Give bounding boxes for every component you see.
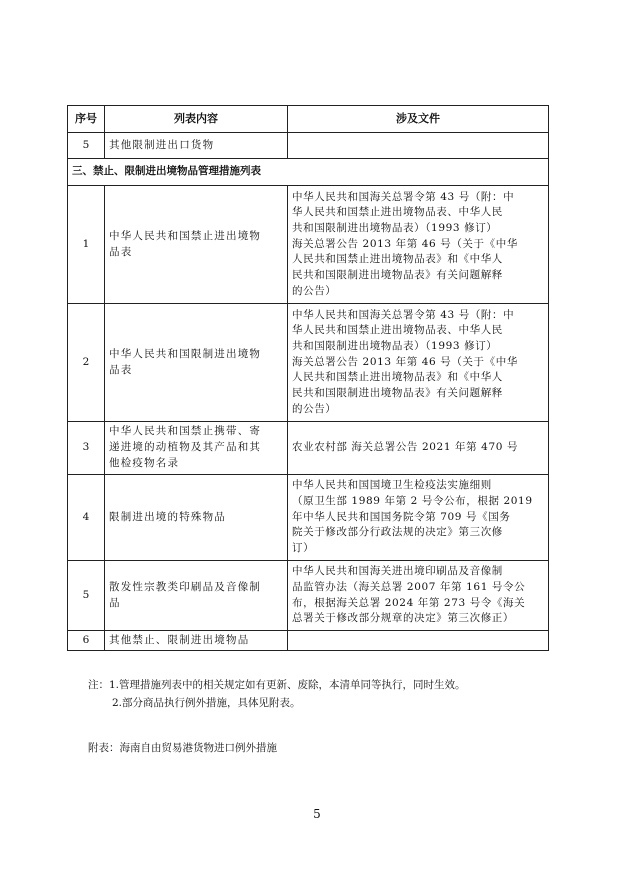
- content-line: 递进境的动植物及其产品和其: [109, 441, 262, 454]
- row-no: 5: [68, 133, 105, 159]
- file-line: 人民共和国禁止进出境物品表》和《中华人: [292, 253, 503, 266]
- file-line: 中华人民共和国海关总署令第 43 号（附：中: [292, 190, 515, 203]
- row-no: 3: [68, 422, 105, 475]
- file-line: 的公告）: [292, 402, 337, 415]
- row-no: 4: [68, 475, 105, 561]
- appendix-reference: 附表：海南自由贸易港货物进口例外措施: [88, 742, 277, 754]
- content-line: 中华人民共和国禁止携带、寄: [109, 425, 262, 438]
- file-line: 农业农村部 海关总署公告 2021 年第 470 号: [292, 441, 519, 454]
- table-row: [68, 561, 549, 631]
- header-files: 涉及文件: [288, 106, 549, 133]
- file-line: 的公告）: [292, 284, 337, 297]
- section-row: [68, 159, 549, 186]
- table-row: [68, 422, 549, 475]
- table-row: [68, 304, 549, 422]
- row-files: [288, 133, 549, 159]
- row-content: [105, 561, 288, 631]
- file-line: 总署关于修改部分规章的决定》第三次修正）: [292, 612, 514, 625]
- row-content: [105, 475, 288, 561]
- note-line-1: [88, 676, 466, 694]
- content-line: 品表: [109, 363, 133, 376]
- file-line: 中华人民共和国国境卫生检疫法实施细则: [292, 479, 492, 492]
- row-no: 6: [68, 631, 105, 651]
- row-content: [105, 186, 288, 304]
- table-header-row: [68, 106, 549, 133]
- content-line: 品: [109, 596, 121, 609]
- file-line: 院关于修改部分行政法规的决定》第三次修: [292, 526, 503, 539]
- file-line: 共和国限制进出境物品表）（1993 修订）: [292, 339, 498, 352]
- file-line: 民共和国限制进出境物品表》有关问题解释: [292, 269, 503, 282]
- file-line: 华人民共和国禁止进出境物品表、中华人民: [292, 206, 503, 219]
- row-content: [105, 631, 288, 651]
- note-text-1: 1.管理措施列表中的相关规定如有更新、废除，本清单同等执行，同时生效。: [109, 679, 466, 691]
- file-line: 华人民共和国禁止进出境物品表、中华人民: [292, 324, 503, 337]
- content-line: 其他禁止、限制进出境物品: [109, 633, 250, 646]
- row-no: 2: [68, 304, 105, 422]
- file-line: 共和国限制进出境物品表）（1993 修订）: [292, 221, 498, 234]
- file-line: 品监管办法（海关总署 2007 年第 161 号令公: [292, 580, 526, 593]
- file-line: 海关总署公告 2013 年第 46 号（关于《中华: [292, 237, 518, 250]
- row-files: [288, 304, 549, 422]
- content-line: 散发性宗教类印刷品及音像制: [109, 580, 262, 593]
- table-row: [68, 475, 549, 561]
- file-line: 布，根据海关总署 2024 年第 273 号令《海关: [292, 596, 526, 609]
- file-line: 中华人民共和国海关进出境印刷品及音像制: [292, 565, 503, 578]
- file-line: 中华人民共和国海关总署令第 43 号（附：中: [292, 308, 515, 321]
- table-row: [68, 631, 549, 651]
- content-line: 他检疫物名录: [109, 456, 180, 469]
- section-title: 三、禁止、限制进出境物品管理措施列表: [68, 159, 549, 186]
- table-row: [68, 133, 549, 159]
- file-line: 年中华人民共和国国务院令第 709 号《国务: [292, 510, 511, 523]
- notes: [88, 676, 466, 712]
- header-content: 列表内容: [105, 106, 288, 133]
- content-line: 中华人民共和国限制进出境物: [109, 347, 262, 360]
- content-line: 品表: [109, 245, 133, 258]
- header-no: 序号: [68, 106, 105, 133]
- file-line: 人民共和国禁止进出境物品表》和《中华人: [292, 371, 503, 384]
- file-line: 民共和国限制进出境物品表》有关问题解释: [292, 387, 503, 400]
- row-files: [288, 422, 549, 475]
- content-line: 中华人民共和国禁止进出境物: [109, 229, 262, 242]
- row-files: [288, 186, 549, 304]
- note-prefix: 注：: [88, 679, 109, 691]
- row-files: [288, 631, 549, 651]
- table-row: [68, 186, 549, 304]
- row-content: 其他限制进出口货物: [105, 133, 288, 159]
- content-line: 限制进出境的特殊物品: [109, 510, 226, 523]
- measures-table: [67, 105, 549, 651]
- file-line: （原卫生部 1989 年第 2 号令公布，根据 2019: [292, 494, 533, 507]
- row-files: [288, 561, 549, 631]
- note-line-2: 2.部分商品执行例外措施，具体见附表。: [112, 697, 301, 709]
- row-content: [105, 422, 288, 475]
- row-files: [288, 475, 549, 561]
- row-no: 5: [68, 561, 105, 631]
- row-content: [105, 304, 288, 422]
- row-no: 1: [68, 186, 105, 304]
- page-number: 5: [313, 807, 321, 821]
- file-line: 海关总署公告 2013 年第 46 号（关于《中华: [292, 355, 518, 368]
- file-line: 订）: [292, 542, 315, 555]
